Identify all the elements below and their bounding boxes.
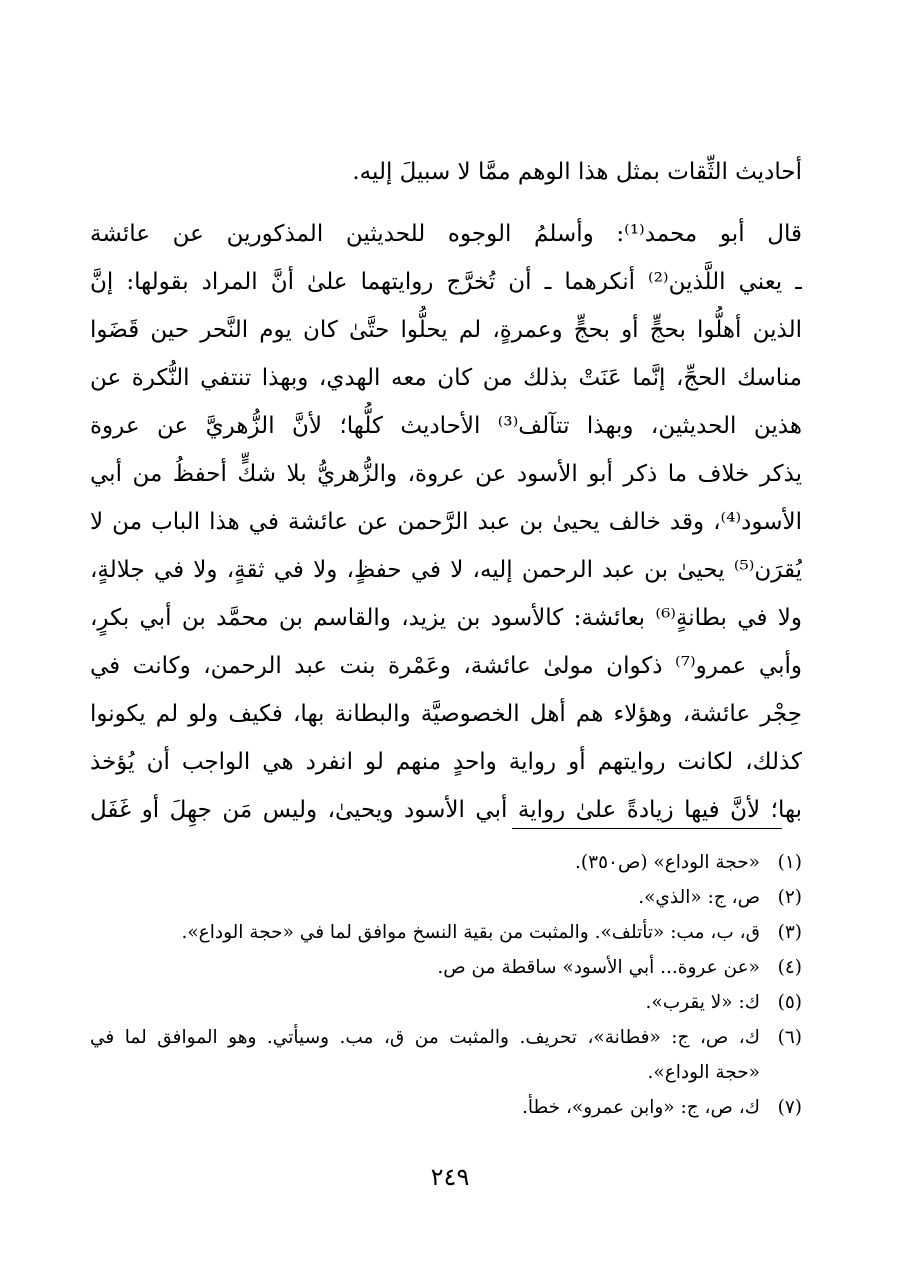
text-line: ـ يعني اللَّذين⁽²⁾ أنكرهما ـ أن تُخرَّج روايتهما علىٰ أنَّ المراد بقولها: إنَّ bbox=[90, 269, 802, 295]
footnote-number: (٣) bbox=[777, 922, 802, 943]
footnote-text: ك: «لا يقرب». bbox=[645, 992, 760, 1013]
footnote-number: (٦) bbox=[777, 1027, 802, 1048]
footnote-text: «عن عروة... أبي الأسود» ساقطة من ص. bbox=[437, 957, 760, 978]
text-line: حِجْر عائشة، وهؤلاء هم أهل الخصوصيَّة والبطانة بها، فكيف ولو لم يكونوا bbox=[90, 701, 802, 727]
footnote-separator bbox=[512, 828, 782, 829]
footnote-text: «حجة الوداع» (ص٣٥٠). bbox=[575, 852, 760, 873]
text-line: يذكر خلاف ما ذكر أبو الأسود عن عروة، والزُّهريُّ بلا شكٍّ أحفظُ من أبي bbox=[90, 461, 802, 487]
footnote-continuation: «حجة الوداع». bbox=[647, 1062, 760, 1083]
text-line: أحاديث الثِّقات بمثل هذا الوهم ممَّا لا سبيلَ إليه. bbox=[352, 159, 802, 185]
footnote bbox=[90, 845, 802, 880]
text-line: مناسك الحجِّ، إنَّما عَنَتْ بذلك من كان معه الهدي، وبهذا تنتفي النُّكرة عن bbox=[90, 365, 802, 391]
footnote bbox=[90, 880, 802, 915]
footnote-number: (٤) bbox=[777, 957, 802, 978]
footnote-number: (٧) bbox=[777, 1097, 802, 1118]
text-line: بها؛ لأنَّ فيها زيادةً علىٰ رواية أبي الأسود ويحيىٰ، وليس مَن جهِلَ أو غَفَل bbox=[90, 797, 802, 823]
text-line: كذلك، لكانت روايتهم أو رواية واحدٍ منهم لو انفرد هي الواجب أن يُؤخذ bbox=[90, 749, 802, 775]
text-line: هذين الحديثين، وبهذا تتآلف⁽³⁾ الأحاديث كلُّها؛ لأنَّ الزُّهريَّ عن عروة bbox=[90, 413, 802, 439]
footnote-text: ص، ج: «الذي». bbox=[638, 887, 760, 908]
footnote-number: (٢) bbox=[777, 887, 802, 908]
text-line: ولا في بطانةٍ⁽⁶⁾ بعائشة: كالأسود بن يزيد، والقاسم بن محمَّد بن أبي بكرٍ، bbox=[90, 605, 802, 631]
text-line: وأبي عمرو⁽⁷⁾ ذكوان مولىٰ عائشة، وعَمْرة بنت عبد الرحمن، وكانت في bbox=[90, 653, 802, 679]
page-number: ٢٤٩ bbox=[430, 1163, 470, 1191]
footnote-text: ك، ص، ج: «فطانة»، تحريف. والمثبت من ق، مب. وسيأتي. وهو الموافق لما في bbox=[90, 1027, 760, 1048]
footnote bbox=[90, 950, 802, 985]
footnote-number: (٥) bbox=[777, 992, 802, 1013]
text-line: الأسود⁽⁴⁾، وقد خالف يحيىٰ بن عبد الرَّحمن عن عائشة في هذا الباب من لا bbox=[90, 509, 802, 535]
footnote bbox=[90, 1020, 802, 1055]
footnote bbox=[90, 985, 802, 1020]
footnote-text: ك، ص، ج: «وابن عمرو»، خطأ. bbox=[521, 1097, 760, 1118]
main-paragraph bbox=[90, 210, 802, 834]
text-line: يُقرَن⁽⁵⁾ يحيىٰ بن عبد الرحمن إليه، لا في حفظٍ، ولا في ثقةٍ، ولا في جلالةٍ، bbox=[90, 557, 802, 583]
footnote-text: ق، ب، مب: «تأتلف». والمثبت من بقية النسخ موافق لما في «حجة الوداع». bbox=[181, 922, 760, 943]
footnote bbox=[90, 1090, 802, 1125]
footnotes bbox=[90, 845, 802, 1125]
continuation-text bbox=[90, 148, 802, 196]
text-line: الذين أهلُّوا بحجٍّ أو بحجٍّ وعمرةٍ، لم يحلُّوا حتَّىٰ كان يوم النَّحر حين قَضَوا bbox=[90, 317, 802, 343]
footnote bbox=[90, 915, 802, 950]
text-line: قال أبو محمد⁽¹⁾: وأسلمُ الوجوه للحديثين المذكورين عن عائشة bbox=[90, 221, 802, 247]
footnote-number: (١) bbox=[777, 852, 802, 873]
